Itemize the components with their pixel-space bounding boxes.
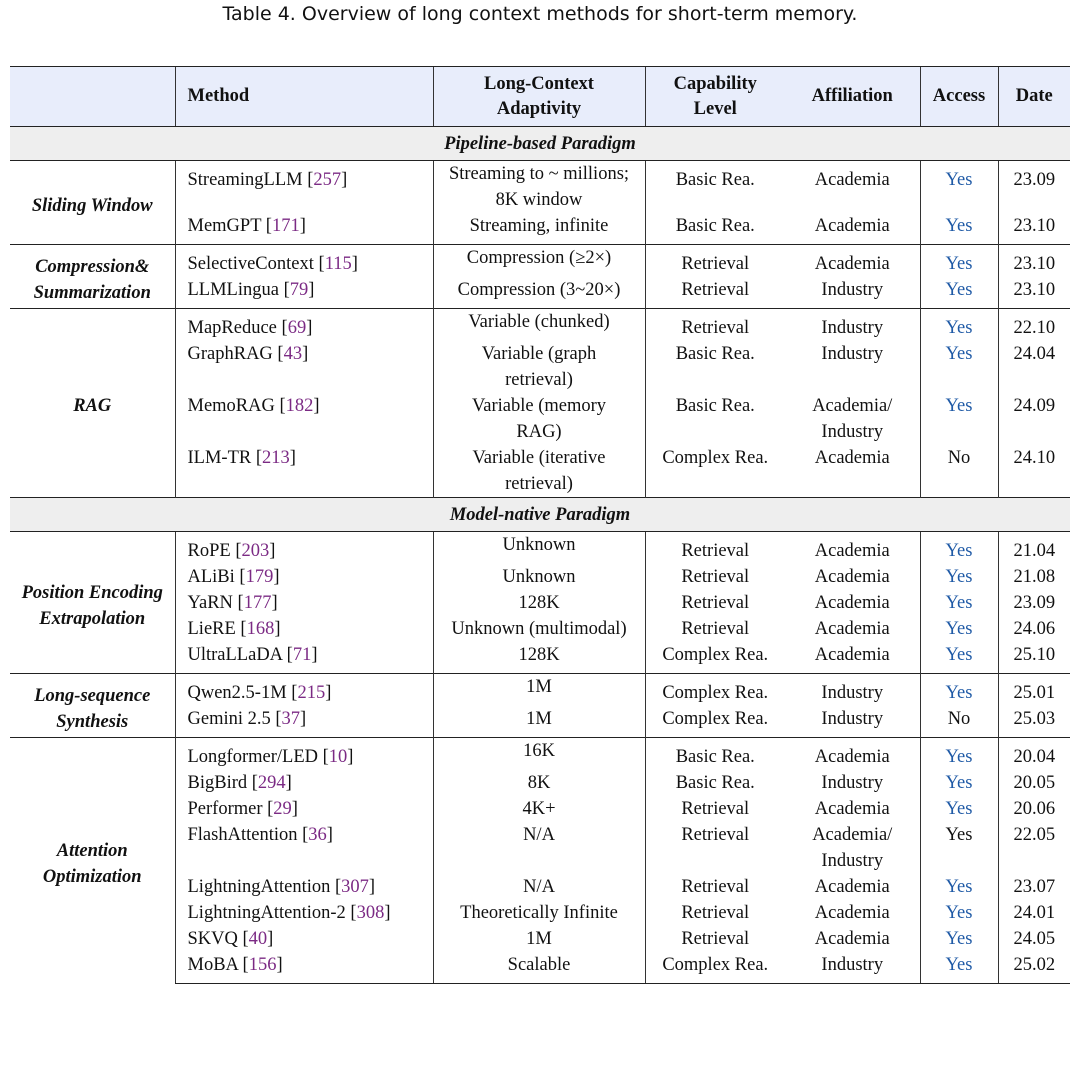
access-cell: Yes xyxy=(920,393,998,445)
capability-cell: Basic Rea. xyxy=(645,161,785,214)
adaptivity-cell: Variable (chunked) xyxy=(433,309,645,342)
adaptivity-cell: 8K xyxy=(433,770,645,796)
ref-open-bracket: [ xyxy=(286,683,298,703)
capability-cell: Retrieval xyxy=(645,245,785,278)
capability-cell: Complex Rea. xyxy=(645,642,785,674)
ref-close-bracket: ] xyxy=(368,877,376,897)
method-cell xyxy=(175,445,433,498)
paradigm-row xyxy=(10,127,1070,161)
ref-close-bracket: ] xyxy=(269,541,276,561)
method-name: LightningAttention xyxy=(187,877,331,897)
method-name: ALiBi xyxy=(187,567,235,587)
affiliation-cell: Academia xyxy=(814,448,890,468)
ref-open-bracket: [ xyxy=(318,747,329,767)
method-cell xyxy=(175,341,433,393)
date-cell: 23.10 xyxy=(998,245,1070,278)
affiliation-cell: Academia xyxy=(814,903,890,923)
ref-close-bracket: ] xyxy=(313,396,320,416)
date-cell: 24.01 xyxy=(998,900,1070,926)
affiliation-cell: Academia/ Industry xyxy=(812,825,893,871)
method-name: RoPE xyxy=(187,541,231,561)
paradigm-title: Model-native Paradigm xyxy=(10,498,1070,532)
adaptivity-cell: Compression (≥2×) xyxy=(433,245,645,278)
ref-open-bracket: [ xyxy=(234,567,246,587)
table-row xyxy=(10,674,1070,707)
method-name: MemGPT xyxy=(187,216,262,236)
header-date: Date xyxy=(998,67,1070,127)
access-cell: Yes xyxy=(920,590,998,616)
capability-cell: Retrieval xyxy=(645,796,785,822)
capability-cell: Basic Rea. xyxy=(645,738,785,771)
table-row xyxy=(10,738,1070,771)
header-method: Method xyxy=(175,67,433,127)
category-cell: Attention Optimization xyxy=(10,738,175,984)
adaptivity-cell: Variable (iterative retrieval) xyxy=(433,445,645,498)
table-caption: Table 4. Overview of long context methods for short-term memory. xyxy=(222,3,858,25)
adaptivity-cell: 128K xyxy=(433,642,645,674)
citation-ref: 177 xyxy=(243,593,272,613)
affiliation-cell: Industry xyxy=(785,674,920,707)
access-cell: Yes xyxy=(920,770,998,796)
method-cell xyxy=(175,738,433,771)
method-cell xyxy=(175,874,433,900)
citation-ref: 307 xyxy=(341,877,369,897)
method-name: LightningAttention-2 xyxy=(187,903,346,923)
access-cell: Yes xyxy=(920,926,998,952)
affiliation-cell: Industry xyxy=(821,280,884,300)
method-name: UltraLLaDA xyxy=(187,645,283,665)
capability-cell: Complex Rea. xyxy=(645,674,785,707)
date-cell: 23.10 xyxy=(998,213,1070,245)
citation-ref: 257 xyxy=(313,170,342,190)
ref-close-bracket: ] xyxy=(311,645,318,665)
method-name: SKVQ xyxy=(187,929,238,949)
citation-ref: 179 xyxy=(245,567,274,587)
adaptivity-cell: Theoretically Infinite xyxy=(433,900,645,926)
citation-ref: 71 xyxy=(292,645,312,665)
method-name: FlashAttention xyxy=(187,825,298,845)
method-cell xyxy=(175,213,433,245)
paradigm-row xyxy=(10,498,1070,532)
category-cell: Long-sequence Synthesis xyxy=(10,674,175,738)
ref-close-bracket: ] xyxy=(325,683,332,703)
ref-open-bracket: [ xyxy=(232,593,244,613)
ref-close-bracket: ] xyxy=(326,825,333,845)
affiliation-cell: Academia xyxy=(814,877,890,897)
access-cell: Yes xyxy=(920,341,998,393)
citation-ref: 168 xyxy=(246,619,275,639)
date-cell: 20.04 xyxy=(998,738,1070,771)
adaptivity-cell: Unknown xyxy=(433,532,645,565)
date-cell: 25.01 xyxy=(998,674,1070,707)
date-cell: 25.03 xyxy=(998,706,1070,738)
ref-close-bracket: ] xyxy=(274,619,281,639)
ref-open-bracket: [ xyxy=(297,825,309,845)
date-cell: 21.08 xyxy=(998,564,1070,590)
capability-cell: Retrieval xyxy=(645,822,785,874)
ref-close-bracket: ] xyxy=(276,955,283,975)
method-name: MemoRAG xyxy=(187,396,275,416)
ref-open-bracket: [ xyxy=(345,903,357,923)
ref-close-bracket: ] xyxy=(271,593,278,613)
method-name: Longformer/LED xyxy=(187,747,318,767)
method-cell xyxy=(175,770,433,796)
method-name: YaRN xyxy=(187,593,233,613)
capability-cell: Basic Rea. xyxy=(645,770,785,796)
date-cell: 24.09 xyxy=(998,393,1070,445)
table-row xyxy=(10,532,1070,565)
method-cell xyxy=(175,590,433,616)
method-name: MoBA xyxy=(187,955,238,975)
adaptivity-cell: N/A xyxy=(433,874,645,900)
adaptivity-cell: Unknown xyxy=(433,564,645,590)
capability-cell: Complex Rea. xyxy=(645,445,785,498)
method-name: ILM-TR xyxy=(187,448,252,468)
access-cell: No xyxy=(920,445,998,498)
header-affiliation: Affiliation xyxy=(785,67,920,127)
method-name: SelectiveContext xyxy=(187,254,314,274)
adaptivity-cell: Compression (3~20×) xyxy=(433,277,645,309)
affiliation-cell: Academia xyxy=(785,245,920,278)
method-cell xyxy=(175,532,433,565)
access-cell: Yes xyxy=(920,245,998,278)
date-cell: 24.06 xyxy=(998,616,1070,642)
access-cell: Yes xyxy=(920,874,998,900)
ref-open-bracket: [ xyxy=(272,344,284,364)
citation-ref: 37 xyxy=(281,709,301,729)
ref-close-bracket: ] xyxy=(299,216,306,236)
adaptivity-cell: Variable (graph retrieval) xyxy=(433,341,645,393)
affiliation-cell: Academia xyxy=(814,593,890,613)
access-cell: Yes xyxy=(920,161,998,214)
citation-ref: 10 xyxy=(328,747,348,767)
ref-open-bracket: [ xyxy=(262,799,274,819)
ref-open-bracket: [ xyxy=(313,254,325,274)
method-name: LieRE xyxy=(187,619,236,639)
citation-ref: 213 xyxy=(262,448,290,468)
capability-cell: Basic Rea. xyxy=(645,393,785,445)
paradigm-title: Pipeline-based Paradigm xyxy=(10,127,1070,161)
citation-ref: 79 xyxy=(289,280,309,300)
capability-cell: Retrieval xyxy=(645,564,785,590)
date-cell: 22.05 xyxy=(998,822,1070,874)
header-adaptivity: Long-Context Adaptivity xyxy=(433,67,645,127)
date-cell: 20.05 xyxy=(998,770,1070,796)
adaptivity-cell: Variable (memory RAG) xyxy=(433,393,645,445)
access-cell: Yes xyxy=(920,564,998,590)
affiliation-cell: Academia xyxy=(814,170,890,190)
adaptivity-cell: Unknown (multimodal) xyxy=(433,616,645,642)
method-cell xyxy=(175,926,433,952)
method-name: Qwen2.5-1M xyxy=(187,683,287,703)
affiliation-cell: Academia xyxy=(814,645,890,665)
access-cell: Yes xyxy=(920,674,998,707)
method-name: Gemini 2.5 xyxy=(187,709,271,729)
method-cell xyxy=(175,309,433,342)
ref-open-bracket: [ xyxy=(251,448,263,468)
category-cell: Position Encoding Extrapolation xyxy=(21,582,163,629)
ref-open-bracket: [ xyxy=(230,541,242,561)
date-cell: 24.05 xyxy=(998,926,1070,952)
table-row xyxy=(10,245,1070,278)
capability-cell: Retrieval xyxy=(645,900,785,926)
ref-close-bracket: ] xyxy=(351,254,358,274)
citation-ref: 115 xyxy=(324,254,352,274)
method-name: LLMLingua xyxy=(187,280,279,300)
method-name: BigBird xyxy=(187,773,248,793)
adaptivity-cell: N/A xyxy=(433,822,645,874)
method-cell xyxy=(175,642,433,674)
ref-open-bracket: [ xyxy=(235,619,247,639)
methods-table xyxy=(10,66,1070,984)
method-name: StreamingLLM xyxy=(187,170,303,190)
access-cell: Yes xyxy=(920,532,998,565)
affiliation-cell: Industry xyxy=(821,344,884,364)
ref-close-bracket: ] xyxy=(300,709,307,729)
access-cell: No xyxy=(920,706,998,738)
method-name: Performer xyxy=(187,799,263,819)
adaptivity-cell: Streaming to ~ millions; 8K window xyxy=(433,161,645,214)
ref-open-bracket: [ xyxy=(237,955,249,975)
date-cell: 20.06 xyxy=(998,796,1070,822)
ref-close-bracket: ] xyxy=(308,280,315,300)
affiliation-cell: Industry xyxy=(785,309,920,342)
date-cell: 24.04 xyxy=(998,341,1070,393)
method-cell xyxy=(175,796,433,822)
access-cell: Yes xyxy=(920,309,998,342)
method-cell xyxy=(175,616,433,642)
capability-cell: Retrieval xyxy=(645,926,785,952)
ref-close-bracket: ] xyxy=(289,448,296,468)
adaptivity-cell: 16K xyxy=(433,738,645,771)
header-row xyxy=(10,67,1070,127)
ref-open-bracket: [ xyxy=(276,318,288,338)
date-cell: 23.07 xyxy=(998,874,1070,900)
date-cell: 22.10 xyxy=(998,309,1070,342)
access-cell: Yes xyxy=(920,900,998,926)
citation-ref: 69 xyxy=(287,318,307,338)
method-cell xyxy=(175,706,433,738)
citation-ref: 294 xyxy=(257,773,286,793)
capability-cell: Retrieval xyxy=(645,874,785,900)
affiliation-cell: Academia/ Industry xyxy=(812,396,893,442)
ref-close-bracket: ] xyxy=(341,170,348,190)
access-cell: Yes xyxy=(920,642,998,674)
adaptivity-cell: 1M xyxy=(433,674,645,707)
access-cell: Yes xyxy=(920,277,998,309)
date-cell: 23.10 xyxy=(998,277,1070,309)
header-access: Access xyxy=(920,67,998,127)
capability-cell: Basic Rea. xyxy=(645,213,785,245)
adaptivity-cell: 1M xyxy=(433,706,645,738)
affiliation-cell: Academia xyxy=(814,567,890,587)
method-cell xyxy=(175,674,433,707)
affiliation-cell: Academia xyxy=(814,799,890,819)
citation-ref: 182 xyxy=(285,396,314,416)
affiliation-cell: Industry xyxy=(821,709,884,729)
access-cell: Yes xyxy=(920,822,998,874)
date-cell: 25.02 xyxy=(998,952,1070,984)
affiliation-cell: Industry xyxy=(821,773,884,793)
capability-cell: Retrieval xyxy=(645,309,785,342)
category-cell: RAG xyxy=(10,309,175,498)
date-cell: 21.04 xyxy=(998,532,1070,565)
citation-ref: 156 xyxy=(248,955,277,975)
table-row xyxy=(10,309,1070,342)
ref-close-bracket: ] xyxy=(347,747,354,767)
adaptivity-cell: 4K+ xyxy=(433,796,645,822)
affiliation-cell: Academia xyxy=(785,738,920,771)
method-name: MapReduce xyxy=(187,318,277,338)
category-cell: Sliding Window xyxy=(31,195,153,216)
citation-ref: 43 xyxy=(283,344,303,364)
citation-ref: 171 xyxy=(271,216,300,236)
citation-ref: 215 xyxy=(297,683,326,703)
ref-close-bracket: ] xyxy=(273,567,280,587)
date-cell: 23.09 xyxy=(998,590,1070,616)
ref-open-bracket: [ xyxy=(247,773,258,793)
date-cell: 24.10 xyxy=(998,445,1070,498)
ref-close-bracket: ] xyxy=(302,344,309,364)
access-cell: Yes xyxy=(920,213,998,245)
ref-open-bracket: [ xyxy=(302,170,314,190)
method-cell xyxy=(175,564,433,590)
citation-ref: 308 xyxy=(356,903,385,923)
method-cell xyxy=(175,900,433,926)
method-cell xyxy=(175,822,433,874)
header-category xyxy=(10,67,175,127)
citation-ref: 36 xyxy=(308,825,327,845)
method-cell xyxy=(175,952,433,984)
adaptivity-cell: 128K xyxy=(433,590,645,616)
ref-close-bracket: ] xyxy=(267,929,274,949)
affiliation-cell: Academia xyxy=(814,619,890,639)
header-capability: Capability Level xyxy=(645,67,785,127)
capability-cell: Retrieval xyxy=(645,277,785,309)
ref-close-bracket: ] xyxy=(285,773,292,793)
ref-open-bracket: [ xyxy=(261,216,272,236)
ref-close-bracket: ] xyxy=(306,318,313,338)
table-row xyxy=(10,161,1070,214)
access-cell: Yes xyxy=(920,738,998,771)
ref-open-bracket: [ xyxy=(237,929,249,949)
capability-cell: Retrieval xyxy=(645,590,785,616)
method-cell xyxy=(175,277,433,309)
method-cell xyxy=(175,161,433,214)
ref-open-bracket: [ xyxy=(274,396,286,416)
adaptivity-cell: 1M xyxy=(433,926,645,952)
capability-cell: Complex Rea. xyxy=(645,706,785,738)
capability-cell: Basic Rea. xyxy=(645,341,785,393)
capability-cell: Complex Rea. xyxy=(645,952,785,984)
capability-cell: Retrieval xyxy=(645,616,785,642)
date-cell: 23.09 xyxy=(998,161,1070,214)
ref-open-bracket: [ xyxy=(330,877,342,897)
ref-open-bracket: [ xyxy=(278,280,290,300)
method-cell xyxy=(175,393,433,445)
adaptivity-cell: Streaming, infinite xyxy=(433,213,645,245)
method-name: GraphRAG xyxy=(187,344,273,364)
affiliation-cell: Industry xyxy=(785,952,920,984)
citation-ref: 40 xyxy=(248,929,268,949)
ref-close-bracket: ] xyxy=(291,799,298,819)
citation-ref: 29 xyxy=(273,799,292,819)
affiliation-cell: Academia xyxy=(814,541,890,561)
ref-open-bracket: [ xyxy=(270,709,282,729)
access-cell: Yes xyxy=(920,952,998,984)
citation-ref: 203 xyxy=(241,541,270,561)
affiliation-cell: Academia xyxy=(814,929,890,949)
affiliation-cell: Academia xyxy=(814,216,890,236)
ref-open-bracket: [ xyxy=(282,645,293,665)
capability-cell: Retrieval xyxy=(645,532,785,565)
category-cell: Compression& Summarization xyxy=(10,245,175,309)
access-cell: Yes xyxy=(920,796,998,822)
adaptivity-cell: Scalable xyxy=(433,952,645,984)
ref-close-bracket: ] xyxy=(384,903,391,923)
method-cell xyxy=(175,245,433,278)
access-cell: Yes xyxy=(920,616,998,642)
date-cell: 25.10 xyxy=(998,642,1070,674)
